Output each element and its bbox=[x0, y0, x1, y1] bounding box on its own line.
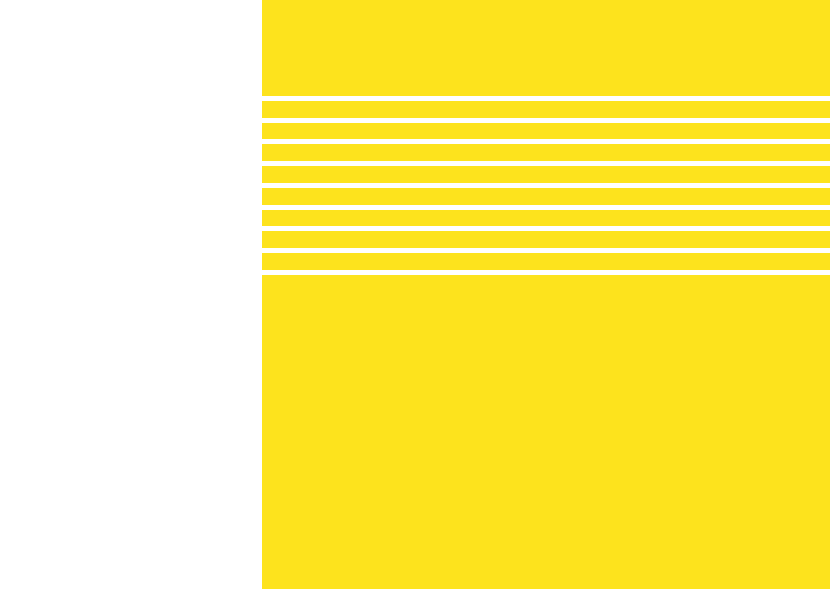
row-divider bbox=[262, 248, 830, 253]
schedule-row bbox=[262, 101, 830, 117]
row-divider bbox=[262, 270, 830, 275]
schedule-row bbox=[262, 166, 830, 182]
schedule-row bbox=[262, 188, 830, 204]
schedule-row bbox=[262, 122, 830, 138]
location-row bbox=[28, 144, 92, 159]
schedule-row bbox=[262, 209, 830, 225]
schedule-row bbox=[262, 79, 830, 95]
location-row bbox=[28, 188, 92, 203]
schedule-table bbox=[262, 0, 830, 589]
location-row bbox=[28, 166, 92, 181]
schedule-row bbox=[262, 144, 830, 160]
left-panel bbox=[0, 0, 262, 589]
schedule-row bbox=[262, 231, 830, 247]
